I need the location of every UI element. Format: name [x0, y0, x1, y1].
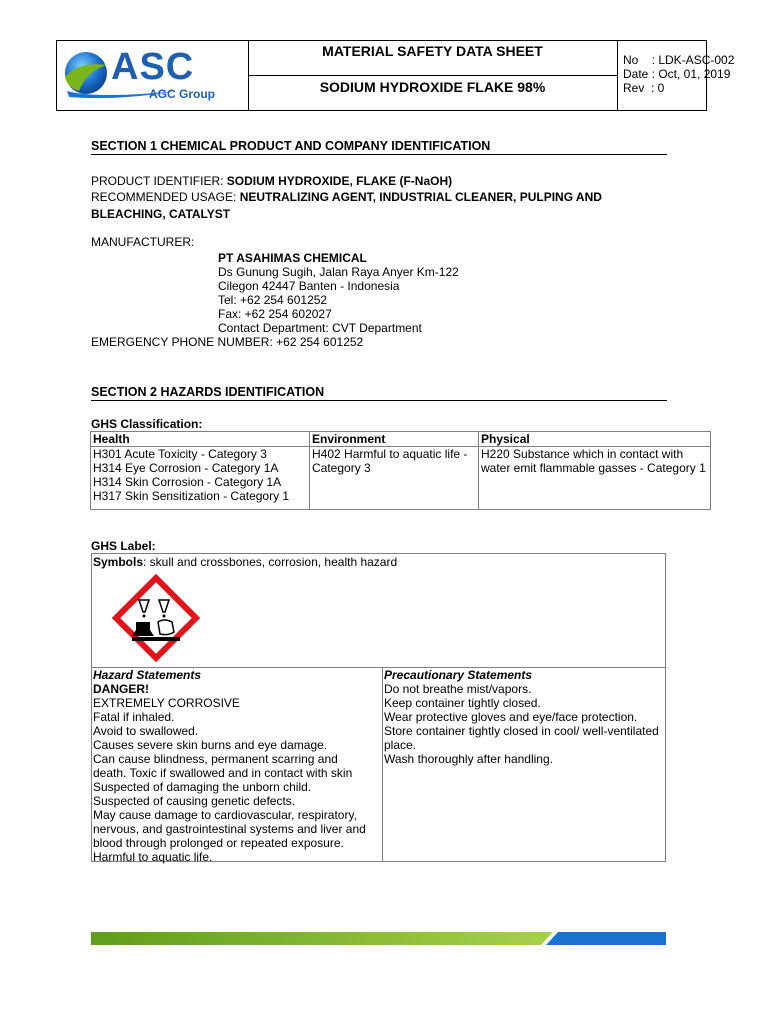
doc-number: No : LDK-ASC-002	[623, 53, 735, 67]
precaution-line: Keep container tightly closed.	[384, 696, 541, 710]
physical-item: H220 Substance which in contact with	[481, 447, 684, 461]
hazard-line: Fatal if inhaled.	[93, 710, 175, 724]
hazard-line: nervous, and gastrointestinal systems and liver and	[93, 822, 366, 836]
product-identifier-value: SODIUM HYDROXIDE, FLAKE (F-NaOH)	[226, 174, 453, 188]
company-address	[218, 265, 459, 335]
health-item: H314 Skin Corrosion - Category 1A	[93, 475, 282, 489]
logo-subtitle: AGC Group	[149, 87, 215, 101]
product-identifier-label: PRODUCT IDENTIFIER:	[91, 174, 227, 188]
environment-cell	[310, 447, 479, 510]
address-line: Ds Gunung Sugih, Jalan Raya Anyer Km-122	[218, 265, 459, 279]
recommended-usage	[91, 190, 602, 204]
hazard-line: Suspected of damaging the unborn child.	[93, 780, 312, 794]
precaution-line: place.	[384, 738, 417, 752]
doc-rev: Rev : 0	[623, 81, 665, 95]
table-header-row	[91, 432, 711, 447]
health-item: H314 Eye Corrosion - Category 1A	[93, 461, 279, 475]
precaution-line: Store container tightly closed in cool/ well-ventilated	[384, 724, 659, 738]
health-cell	[91, 447, 310, 510]
footer-brand-stripe	[91, 932, 666, 945]
product-title: SODIUM HYDROXIDE FLAKE 98%	[319, 79, 546, 95]
document-meta	[623, 53, 734, 95]
recommended-usage-value-cont: BLEACHING, CATALYST	[91, 207, 231, 221]
environment-item: H402 Harmful to aquatic life -	[312, 447, 468, 461]
company-name: PT ASAHIMAS CHEMICAL	[218, 251, 367, 265]
hazard-line: blood through prolonged or repeated exposure.	[93, 836, 344, 850]
hazard-line: May cause damage to cardiovascular, respiratory,	[93, 808, 357, 822]
hazard-line: EXTREMELY CORROSIVE	[93, 696, 240, 710]
header-physical: Physical	[479, 432, 711, 447]
manufacturer-label: MANUFACTURER:	[91, 235, 195, 249]
product-identifier	[91, 174, 452, 188]
address-line: Fax: +62 254 602027	[218, 307, 332, 321]
company-logo	[57, 41, 249, 110]
section2-heading: SECTION 2 HAZARDS IDENTIFICATION	[91, 385, 667, 401]
corrosion-pictogram-icon	[112, 574, 200, 662]
hazard-line: death. Toxic if swallowed and in contact with skin	[93, 766, 353, 780]
health-item: H317 Skin Sensitization - Category 1	[93, 489, 290, 503]
hazard-statements-cell	[92, 668, 383, 864]
hazard-statements-title: Hazard Statements	[93, 668, 202, 682]
logo-text: ASC	[111, 46, 195, 88]
symbols-label: Symbols	[93, 555, 144, 569]
address-line: Contact Department: CVT Department	[218, 321, 422, 335]
hazard-line: Suspected of causing genetic defects.	[93, 794, 296, 808]
physical-cell	[479, 447, 711, 510]
header-environment: Environment	[310, 432, 479, 447]
health-item: H301 Acute Toxicity - Category 3	[93, 447, 267, 461]
emergency-phone: EMERGENCY PHONE NUMBER: +62 254 601252	[91, 335, 364, 349]
symbols-line	[93, 555, 397, 569]
recommended-usage-value: NEUTRALIZING AGENT, INDUSTRIAL CLEANER, PULPING AND	[239, 190, 602, 204]
environment-item: Category 3	[312, 461, 371, 475]
doc-date: Date : Oct, 01, 2019	[623, 67, 731, 81]
hazard-line: Harmful to aquatic life.	[93, 850, 213, 864]
ghs-classification-table	[90, 431, 711, 510]
precaution-line: Wear protective gloves and eye/face protection.	[384, 710, 638, 724]
document-header	[56, 40, 735, 111]
danger-signal-word: DANGER!	[93, 682, 149, 696]
title-cell	[248, 41, 618, 110]
document-title: MATERIAL SAFETY DATA SHEET	[248, 41, 617, 76]
physical-item: water emit flammable gasses - Category 1	[481, 461, 706, 475]
symbols-value: : skull and crossbones, corrosion, health hazard	[143, 555, 398, 569]
hazard-line: Avoid to swallowed.	[93, 724, 199, 738]
table-row	[91, 447, 711, 510]
address-line: Cilegon 42447 Banten - Indonesia	[218, 279, 400, 293]
precautionary-statements-cell	[383, 668, 664, 861]
section1-heading: SECTION 1 CHEMICAL PRODUCT AND COMPANY IDENTIFICATION	[91, 139, 667, 155]
precaution-line: Wash thoroughly after handling.	[384, 752, 553, 766]
recommended-usage-label: RECOMMENDED USAGE:	[91, 190, 240, 204]
address-line: Tel: +62 254 601252	[218, 293, 328, 307]
hazard-line: Can cause blindness, permanent scarring and	[93, 752, 338, 766]
ghs-label-label: GHS Label:	[91, 539, 156, 553]
symbols-cell	[92, 554, 665, 668]
precautionary-statements-title: Precautionary Statements	[384, 668, 533, 682]
ghs-classification-label: GHS Classification:	[91, 417, 203, 431]
precaution-line: Do not breathe mist/vapors.	[384, 682, 532, 696]
header-health: Health	[91, 432, 310, 447]
ghs-label-box	[91, 553, 666, 862]
hazard-line: Causes severe skin burns and eye damage.	[93, 738, 328, 752]
